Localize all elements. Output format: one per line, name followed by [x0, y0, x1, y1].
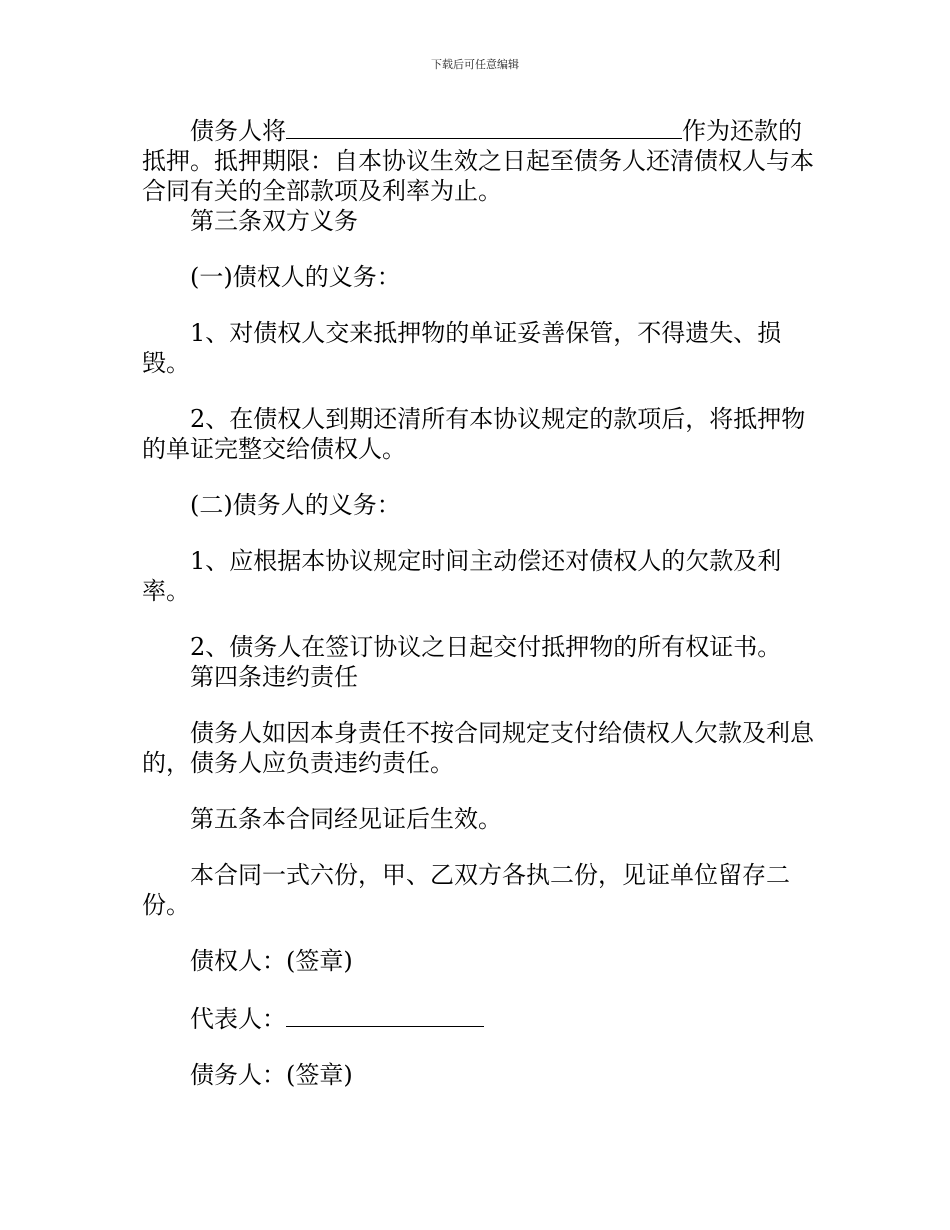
copies-text: 本合同一式六份，甲、乙双方各执二份，见证单位留存二份。 — [142, 861, 790, 919]
representative-label: 代表人： — [190, 1005, 286, 1033]
contract-body — [142, 114, 814, 1090]
debtor-duty-2: 2、债务人在签订协议之日起交付抵押物的所有权证书。 — [190, 633, 782, 661]
article-4-text: 债务人如因本身责任不按合同规定支付给债权人欠款及利息的，债务人应负责违约责任。 — [142, 719, 814, 777]
creditor-duty-2: 2、在债权人到期还清所有本协议规定的款项后，将抵押物的单证完整交给债权人。 — [142, 405, 806, 463]
collateral-suffix: 作为还款的抵押。抵押期限：自本协议生效之日起至债务人还清债权人与本合同有关的全部款项及利率为止。 — [142, 117, 814, 205]
debtor-duties-heading: (二)债务人的义务： — [190, 491, 401, 519]
debtor-signature-line: 债务人：(签章) — [190, 1061, 353, 1089]
collateral-paragraph — [142, 114, 814, 206]
collateral-prefix: 债务人将 — [190, 117, 286, 145]
article-5-text: 第五条本合同经见证后生效。 — [190, 805, 502, 833]
article-4-title: 第四条违约责任 — [190, 663, 358, 691]
representative-line — [142, 1002, 814, 1034]
creditor-signature-line: 债权人：(签章) — [190, 947, 353, 975]
page-header: 下载后可任意编辑 — [431, 58, 519, 71]
creditor-duty-1: 1、对债权人交来抵押物的单证妥善保管，不得遗失、损毁。 — [142, 319, 782, 377]
article-3-title: 第三条双方义务 — [190, 207, 358, 235]
creditor-duties-heading: (一)债权人的义务： — [190, 263, 401, 291]
representative-blank-field[interactable] — [286, 1002, 484, 1027]
debtor-duty-1: 1、应根据本协议规定时间主动偿还对债权人的欠款及利率。 — [142, 547, 782, 605]
collateral-blank-field[interactable] — [286, 114, 682, 139]
